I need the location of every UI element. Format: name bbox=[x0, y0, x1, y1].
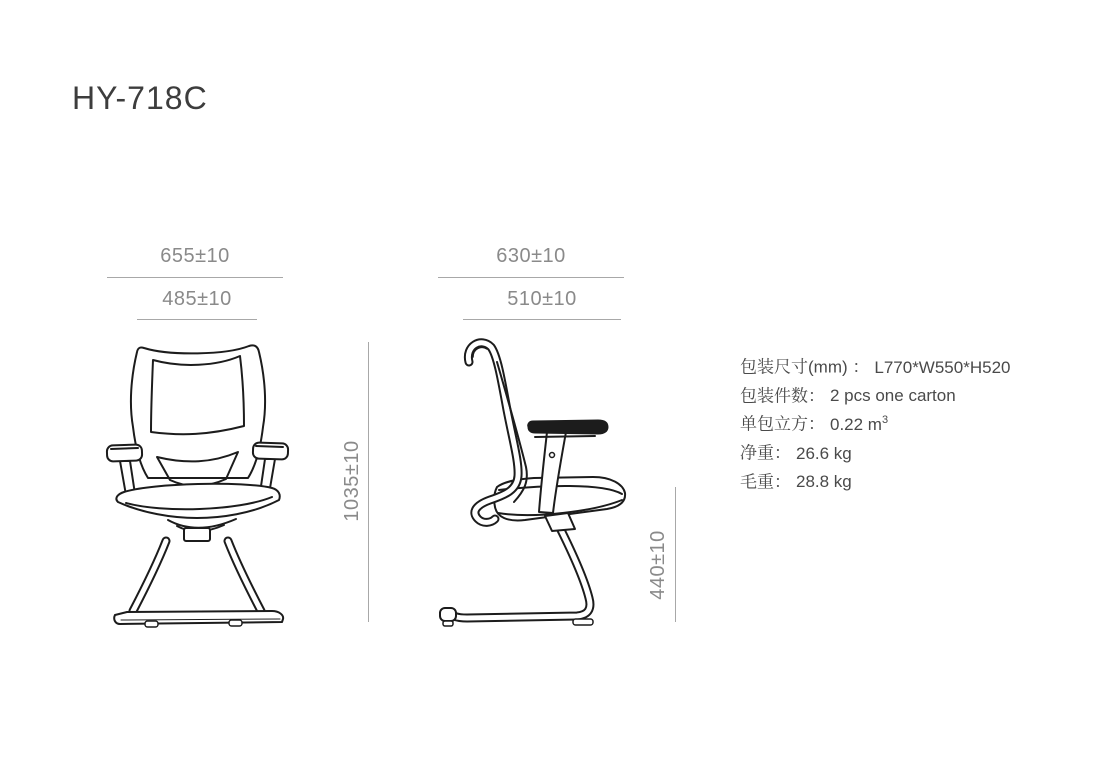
spec-label: 净重： bbox=[740, 443, 791, 463]
spec-value: 0.22 m bbox=[830, 414, 882, 434]
armrest-left bbox=[107, 444, 143, 495]
dim-label-front-seat-width: 485±10 bbox=[162, 288, 232, 310]
dim-line-front-overall-height bbox=[368, 342, 369, 622]
dim-label-side-seat-depth: 510±10 bbox=[507, 288, 577, 310]
dim-label-front-overall-width: 655±10 bbox=[160, 245, 230, 267]
armrest-adjust-button bbox=[550, 453, 555, 458]
rail-end-cap bbox=[440, 608, 456, 621]
spec-label: 单包立方： bbox=[740, 414, 825, 434]
spec-label: 毛重： bbox=[740, 472, 791, 492]
spec-superscript: 3 bbox=[881, 414, 889, 427]
spec-value: 26.6 kg bbox=[796, 443, 852, 463]
dim-label-side-seat-height: 440±10 bbox=[647, 530, 669, 600]
seat-cushion bbox=[116, 484, 279, 518]
spec-label: 包装件数： bbox=[740, 386, 825, 406]
chair-side-view-drawing bbox=[435, 331, 650, 633]
page-title: HY-718C bbox=[72, 80, 208, 116]
spec-value: 2 pcs one carton bbox=[830, 386, 956, 406]
dim-label-side-overall-depth: 630±10 bbox=[496, 245, 566, 267]
spec-label: 包装尺寸(mm) ： bbox=[740, 357, 870, 377]
backrest bbox=[131, 345, 265, 486]
foot-glide-right bbox=[573, 619, 593, 625]
dim-line-front-seat-width bbox=[137, 319, 257, 320]
dim-line-side-seat-depth bbox=[463, 319, 621, 320]
dim-line-side-overall-depth bbox=[438, 277, 624, 278]
spec-row-net-weight bbox=[740, 437, 1010, 466]
foot-glide-left bbox=[443, 621, 453, 626]
sled-base bbox=[440, 513, 593, 626]
spec-value: L770*W550*H520 bbox=[874, 357, 1011, 377]
spec-row-package-count bbox=[740, 380, 1010, 409]
armrest-pad bbox=[528, 420, 608, 434]
sled-base bbox=[114, 528, 283, 627]
foot-glide-right bbox=[229, 620, 242, 626]
chair-front-view-drawing bbox=[100, 331, 295, 633]
spec-row-package-volume bbox=[740, 408, 1010, 437]
dim-line-front-overall-width bbox=[107, 277, 283, 278]
spec-value: 28.8 kg bbox=[796, 472, 852, 492]
packing-info-list bbox=[740, 351, 1010, 494]
foot-glide-left bbox=[145, 621, 158, 627]
dim-label-front-overall-height: 1035±10 bbox=[341, 440, 363, 522]
seat-bracket bbox=[545, 513, 575, 531]
dim-line-side-seat-height bbox=[675, 487, 676, 622]
spec-row-gross-weight bbox=[740, 466, 1010, 495]
spec-row-package-size bbox=[740, 351, 1010, 380]
